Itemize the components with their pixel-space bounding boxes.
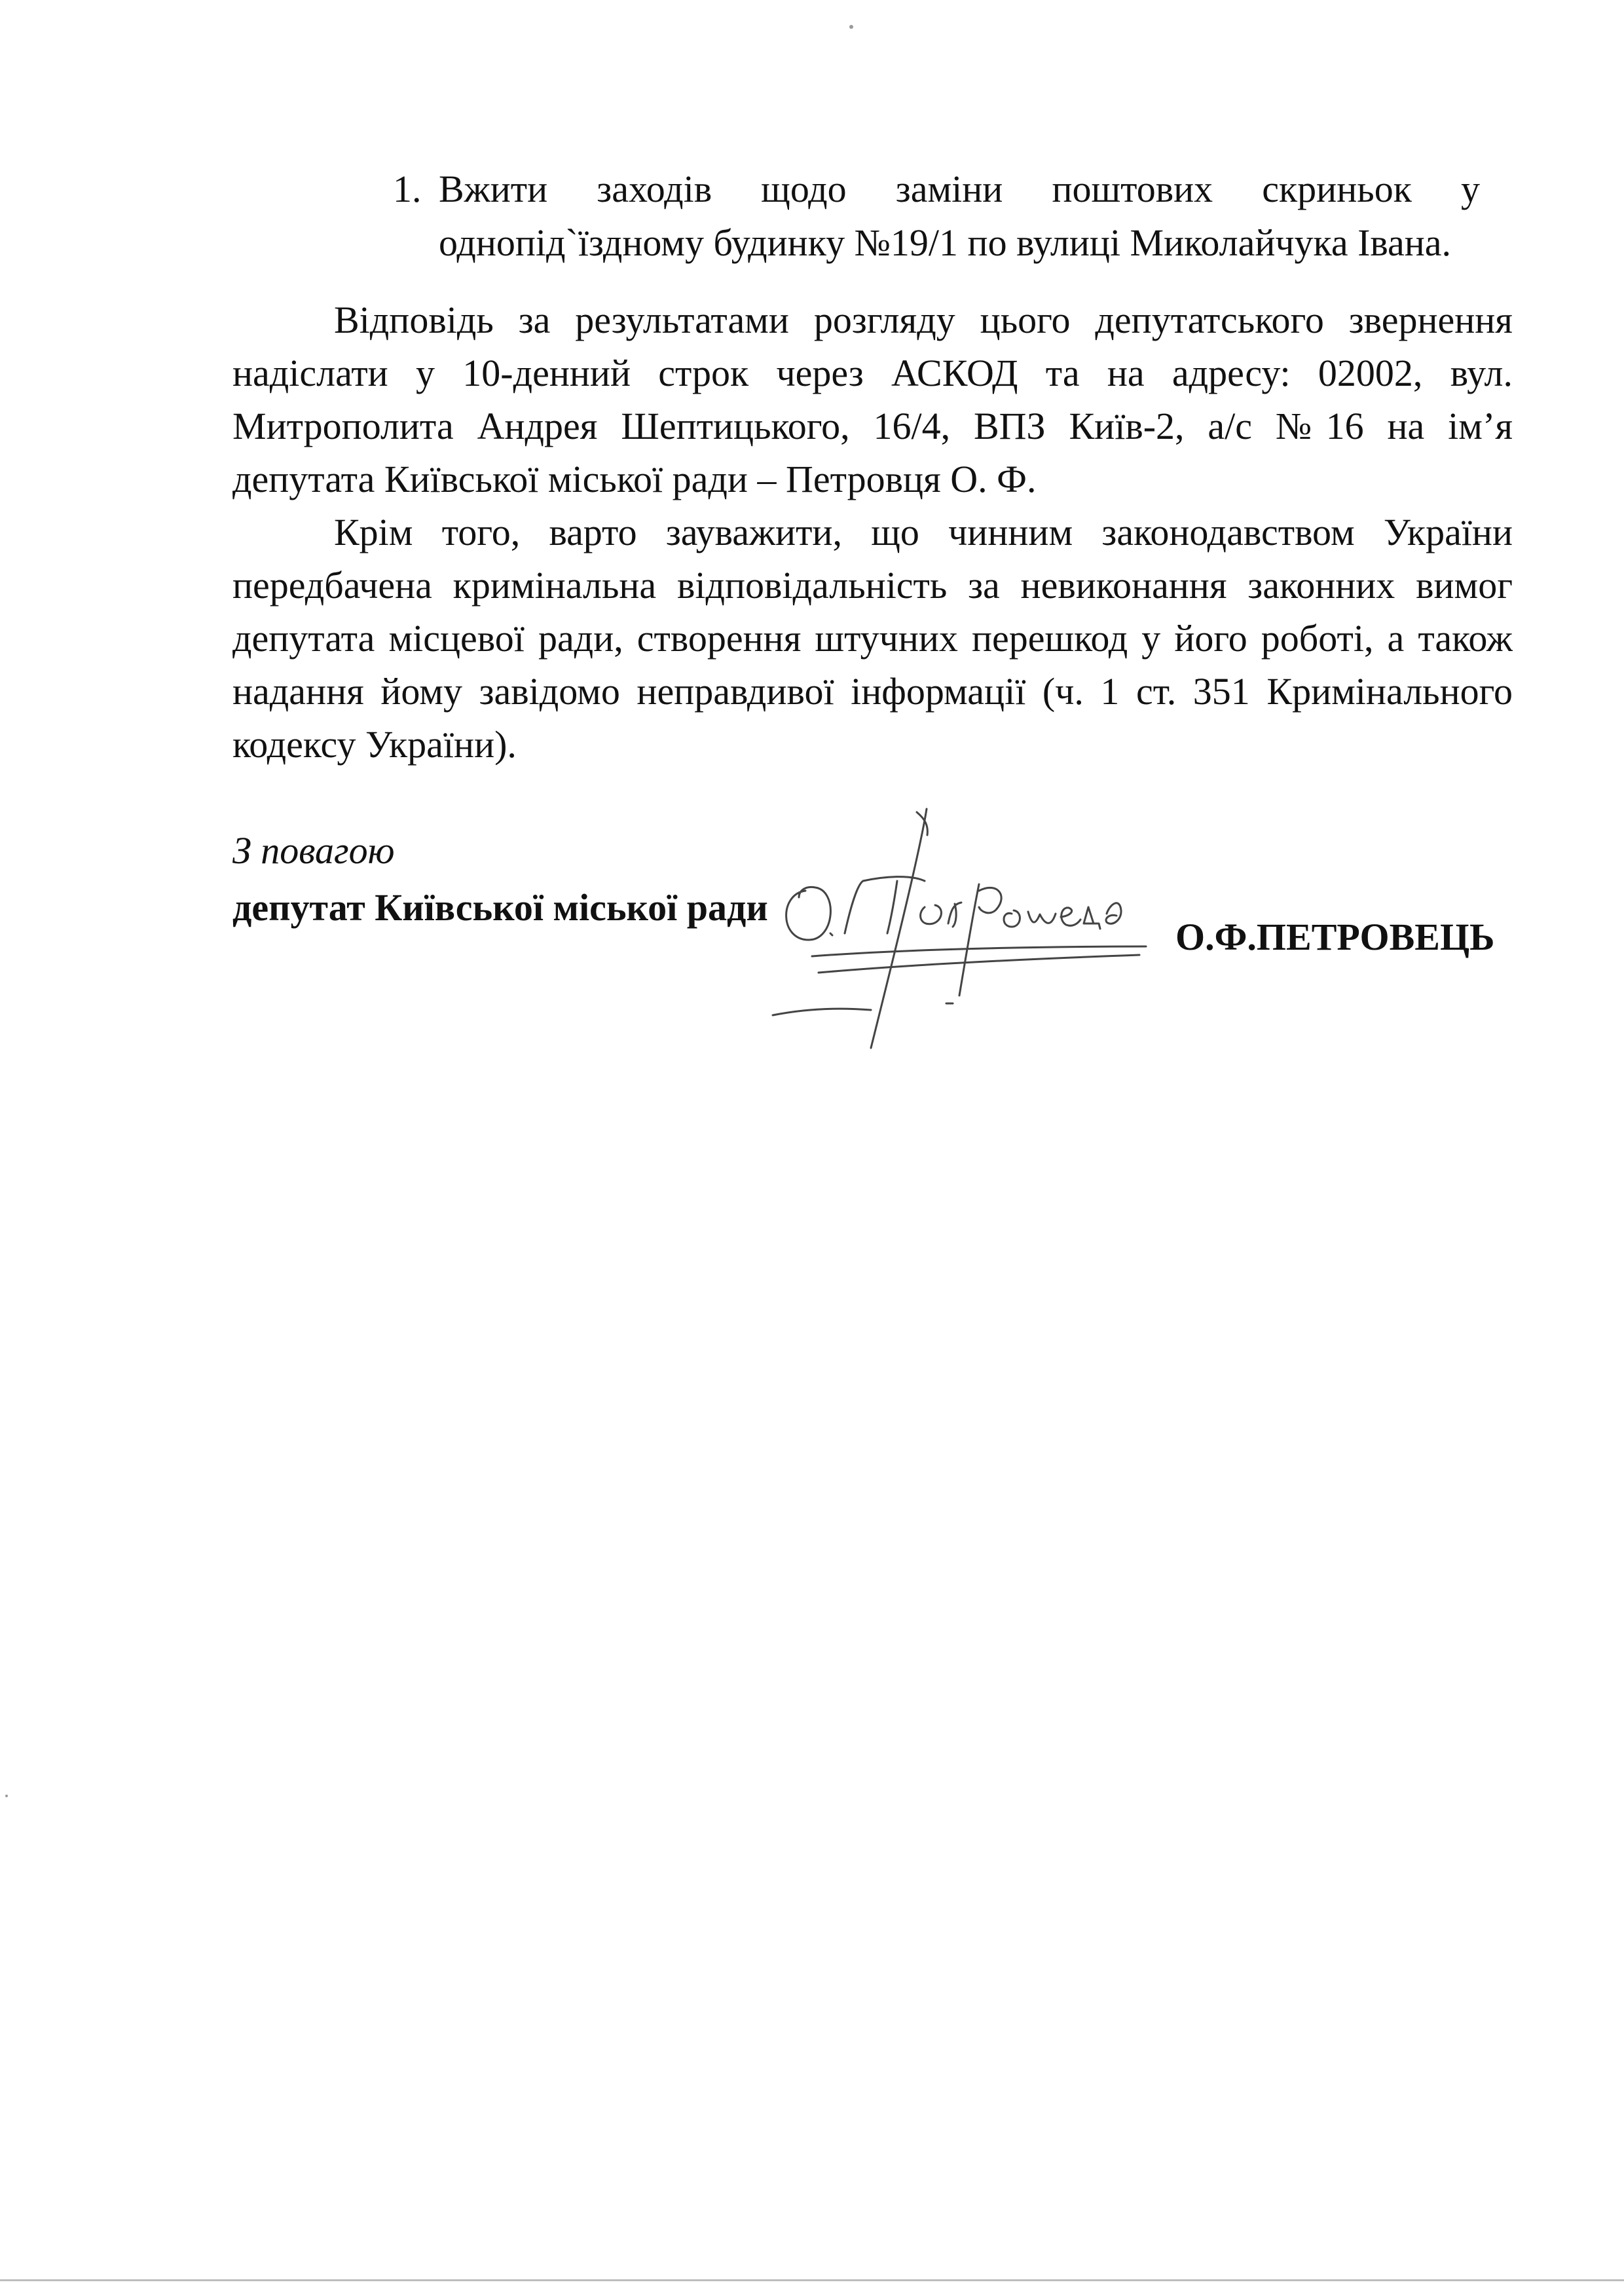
closing-phrase: З повагою [232,829,395,872]
scan-speck [849,25,853,29]
scan-edge-line [0,2279,1624,2281]
scan-speck [5,1795,8,1797]
signatory-name: О.Ф.ПЕТРОВЕЦЬ [1175,916,1495,958]
signatory-title: депутат Київської міської ради [232,886,768,929]
list-item-line-2: однопід`їздному будинку №19/1 по вулиці Миколайчука Івана. [439,221,1452,264]
handwritten-signature [753,799,1159,1061]
response-paragraph: Відповідь за результатами розгляду цього депутатського звернення надіслати у 10-денний строк через АСКОД та на адресу: 02002, вул. Митрополита Андрея Шептицького, 16/4, ВПЗ Київ-2, а/с №16 на ім’я депутата Київської міської ради – Петровця О. Ф. [232,299,1513,500]
list-item-line-1: Вжити заходів щодо заміни поштових скриньок у [439,168,1480,210]
liability-paragraph: Крім того, варто зауважити, що чинним законодавством України передбачена кримінальна відповідальність за невиконання законних вимог депутата місцевої ради, створення штучних перешкод у його роботі, а також надання йому завідомо неправдивої інформації (ч. 1 ст. 351 Кримінального кодексу України). [232,511,1513,766]
list-number: 1. [393,168,422,210]
